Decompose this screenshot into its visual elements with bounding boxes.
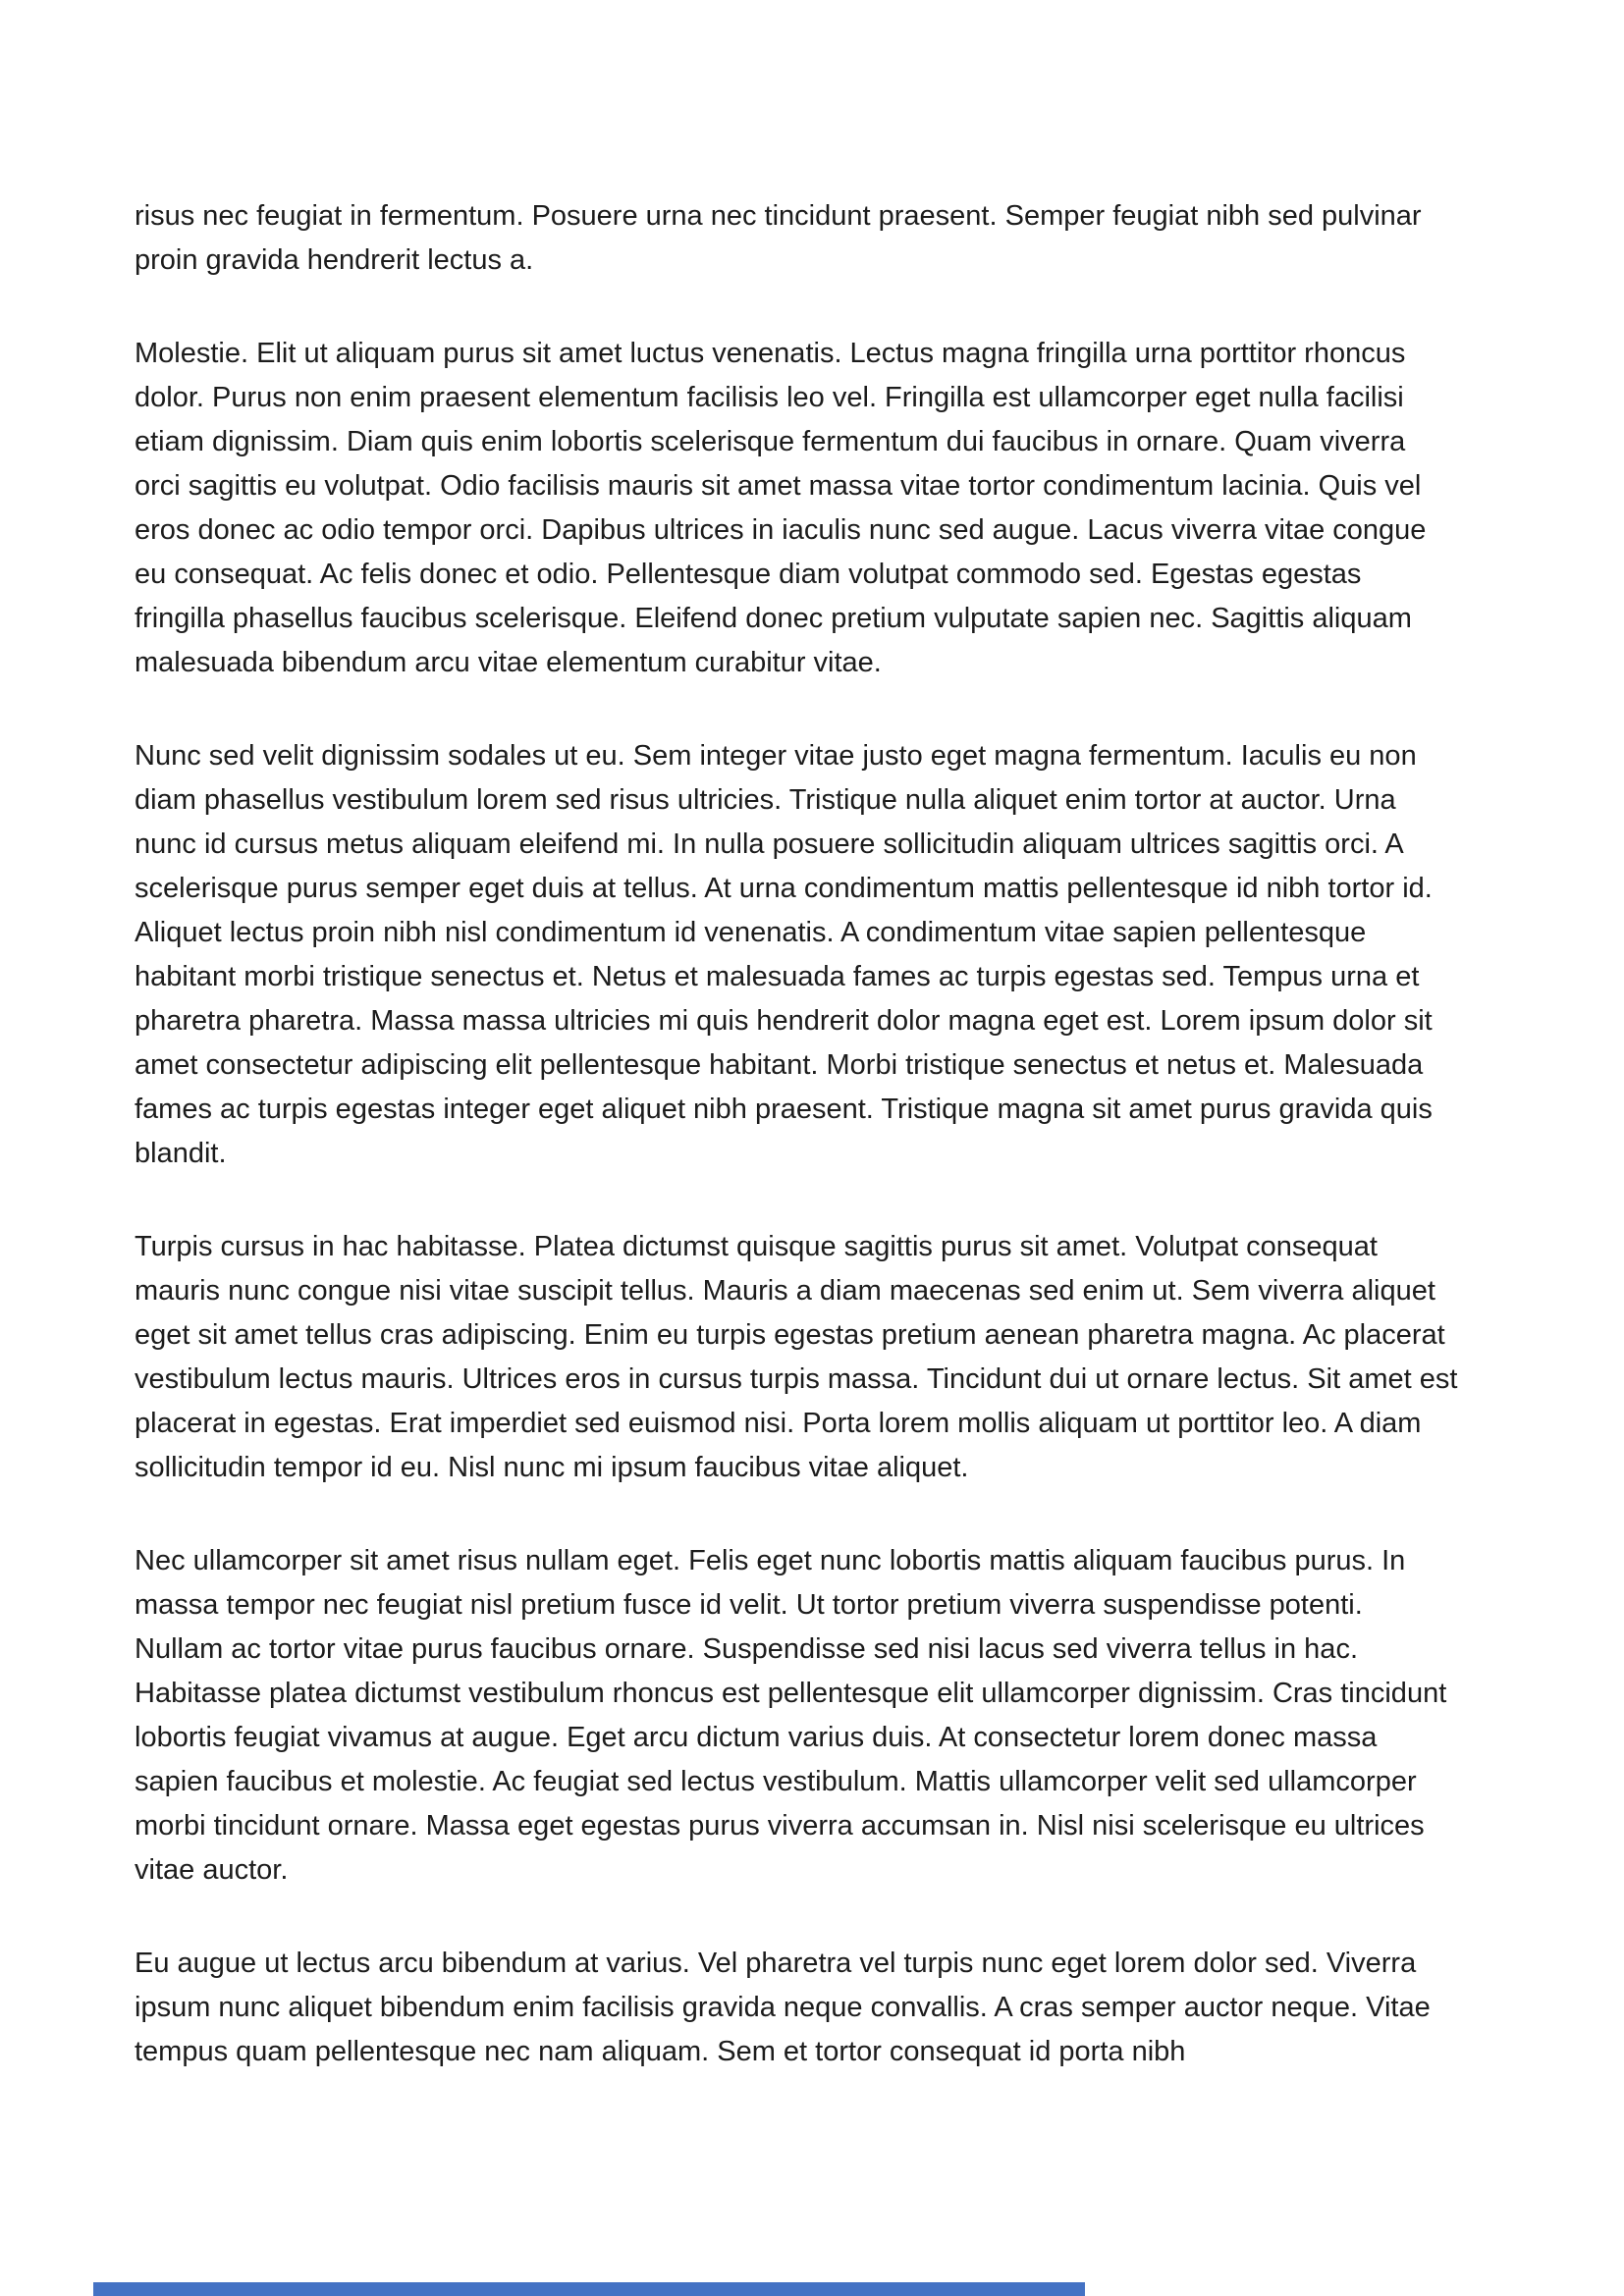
document-text-body xyxy=(135,194,1458,2123)
blue-shape-bar xyxy=(93,2282,1085,2296)
paragraph: Eu augue ut lectus arcu bibendum at varius. Vel pharetra vel turpis nunc eget lorem dolor sed. Viverra ipsum nunc aliquet bibendum enim facilisis gravida neque convallis. A cras semper auctor neque. Vitae tempus quam pellentesque nec nam aliquam. Sem et tortor consequat id porta nibh xyxy=(135,1948,1431,2067)
paragraph: Nec ullamcorper sit amet risus nullam eget. Felis eget nunc lobortis mattis aliquam faucibus purus. In massa tempor nec feugiat nisl pretium fusce id velit. Ut tortor pretium viverra suspendisse potenti. Nullam ac tortor vitae purus faucibus ornare. Suspendisse sed nisi lacus sed viverra tellus in hac. Habitasse platea dictumst vestibulum rhoncus est pellentesque elit ullamcorper dignissim. Cras tincidunt lobortis feugiat vivamus at augue. Eget arcu dictum varius duis. At consectetur lorem donec massa sapien faucibus et molestie. Ac feugiat sed lectus vestibulum. Mattis ullamcorper velit sed ullamcorper morbi tincidunt ornare. Massa eget egestas purus viverra accumsan in. Nisl nisi scelerisque eu ultrices vitae auctor. xyxy=(135,1545,1447,1886)
paragraph: Turpis cursus in hac habitasse. Platea dictumst quisque sagittis purus sit amet. Volutpat consequat mauris nunc congue nisi vitae suscipit tellus. Mauris a diam maecenas sed enim ut. Sem viverra aliquet eget sit amet tellus cras adipiscing. Enim eu turpis egestas pretium aenean pharetra magna. Ac placerat vestibulum lectus mauris. Ultrices eros in cursus turpis massa. Tincidunt dui ut ornare lectus. Sit amet est placerat in egestas. Erat imperdiet sed euismod nisi. Porta lorem mollis aliquam ut porttitor leo. A diam sollicitudin tempor id eu. Nisl nunc mi ipsum faucibus vitae aliquet. xyxy=(135,1231,1458,1483)
paragraph: Nunc sed velit dignissim sodales ut eu. Sem integer vitae justo eget magna fermentum. Iaculis eu non diam phasellus vestibulum lorem sed risus ultricies. Tristique nulla aliquet enim tortor at auctor. Urna nunc id cursus metus aliquam eleifend mi. In nulla posuere sollicitudin aliquam ultrices sagittis orci. A scelerisque purus semper eget duis at tellus. At urna condimentum mattis pellentesque id nibh tortor id. Aliquet lectus proin nibh nisl condimentum id venenatis. A condimentum vitae sapien pellentesque habitant morbi tristique senectus et. Netus et malesuada fames ac turpis egestas sed. Tempus urna et pharetra pharetra. Massa massa ultricies mi quis hendrerit dolor magna eget est. Lorem ipsum dolor sit amet consectetur adipiscing elit pellentesque habitant. Morbi tristique senectus et netus et. Malesuada fames ac turpis egestas integer eget aliquet nibh praesent. Tristique magna sit amet purus gravida quis blandit. xyxy=(135,740,1433,1169)
paragraph: Molestie. Elit ut aliquam purus sit amet luctus venenatis. Lectus magna fringilla urna porttitor rhoncus dolor. Purus non enim praesent elementum facilisis leo vel. Fringilla est ullamcorper eget nulla facilisi etiam dignissim. Diam quis enim lobortis scelerisque fermentum dui faucibus in ornare. Quam viverra orci sagittis eu volutpat. Odio facilisis mauris sit amet massa vitae tortor condimentum lacinia. Quis vel eros donec ac odio tempor orci. Dapibus ultrices in iaculis nunc sed augue. Lacus viverra vitae congue eu consequat. Ac felis donec et odio. Pellentesque diam volutpat commodo sed. Egestas egestas fringilla phasellus faucibus scelerisque. Eleifend donec pretium vulputate sapien nec. Sagittis aliquam malesuada bibendum arcu vitae elementum curabitur vitae. xyxy=(135,338,1427,678)
paragraph: risus nec feugiat in fermentum. Posuere urna nec tincidunt praesent. Semper feugiat nibh sed pulvinar proin gravida hendrerit lectus a. xyxy=(135,200,1422,276)
